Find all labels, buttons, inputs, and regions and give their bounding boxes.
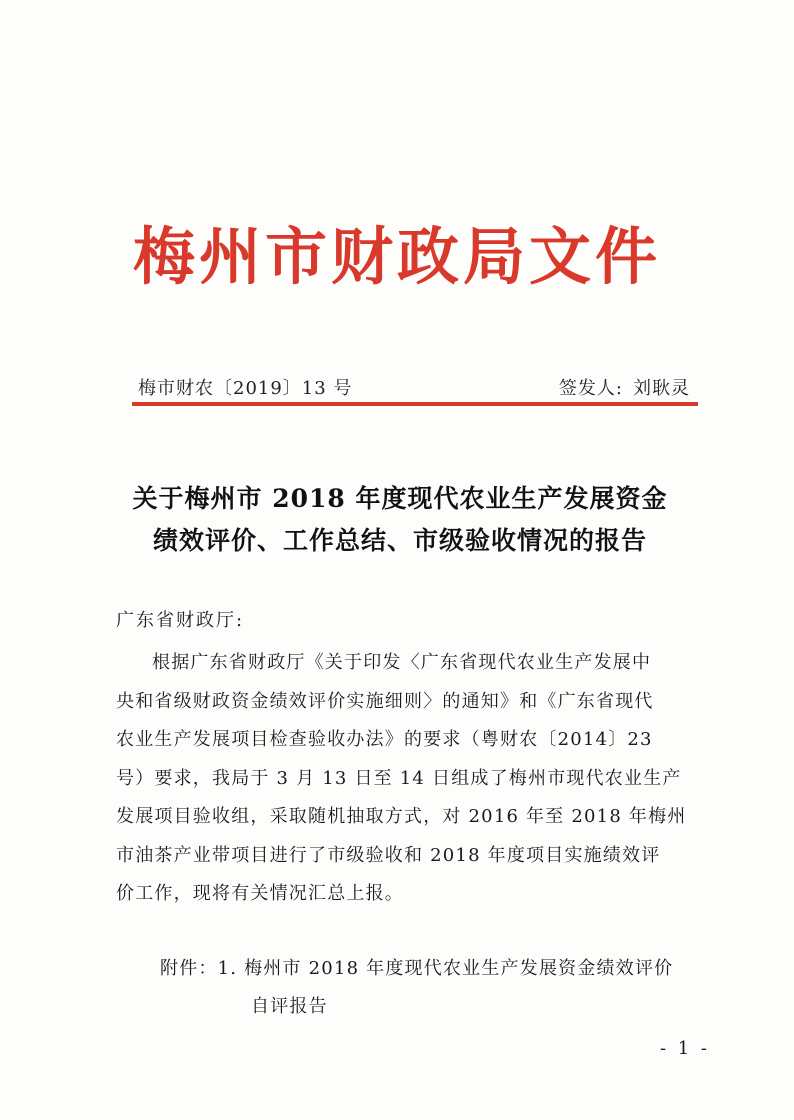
agency-header-title: 梅州市财政局文件 bbox=[132, 220, 661, 293]
attachment-line-1: 附件：1. 梅州市 2018 年度现代农业生产发展资金绩效评价 bbox=[160, 958, 674, 979]
body-line: 市油茶产业带项目进行了市级验收和 2018 年度项目实施绩效评 bbox=[116, 844, 661, 866]
issuer-name: 刘耿灵 bbox=[633, 378, 690, 399]
issuer-label: 签发人: bbox=[558, 378, 623, 399]
document-title-line-2: 绩效评价、工作总结、市级验收情况的报告 bbox=[152, 526, 647, 555]
body-line: 发展项目验收组，采取随机抽取方式，对 2016 年至 2018 年梅州 bbox=[116, 806, 687, 827]
page-number: - 1 - bbox=[659, 1038, 710, 1059]
attachment-line-2: 自评报告 bbox=[251, 996, 328, 1017]
header-divider bbox=[132, 402, 698, 406]
body-paragraph bbox=[116, 644, 716, 914]
document-title bbox=[100, 478, 700, 562]
body-line: 价工作，现将有关情况汇总上报。 bbox=[116, 883, 404, 904]
body-line: 央和省级财政资金绩效评价实施细则〉的通知》和《广东省现代 bbox=[116, 690, 654, 712]
document-title-line-1: 关于梅州市 2018 年度现代农业生产发展资金 bbox=[132, 484, 668, 513]
issuer-block bbox=[559, 374, 690, 400]
body-line: 根据广东省财政厅《关于印发〈广东省现代农业生产发展中 bbox=[152, 652, 652, 673]
body-line: 农业生产发展项目检查验收办法》的要求（粤财农〔2014〕23 bbox=[116, 729, 653, 750]
document-number: 梅市财农〔2019〕13 号 bbox=[138, 378, 353, 399]
body-line: 号）要求，我局于 3 月 13 日至 14 日组成了梅州市现代农业生产 bbox=[116, 767, 682, 789]
recipient: 广东省财政厅: bbox=[116, 610, 245, 631]
attachment-list bbox=[160, 950, 673, 1026]
